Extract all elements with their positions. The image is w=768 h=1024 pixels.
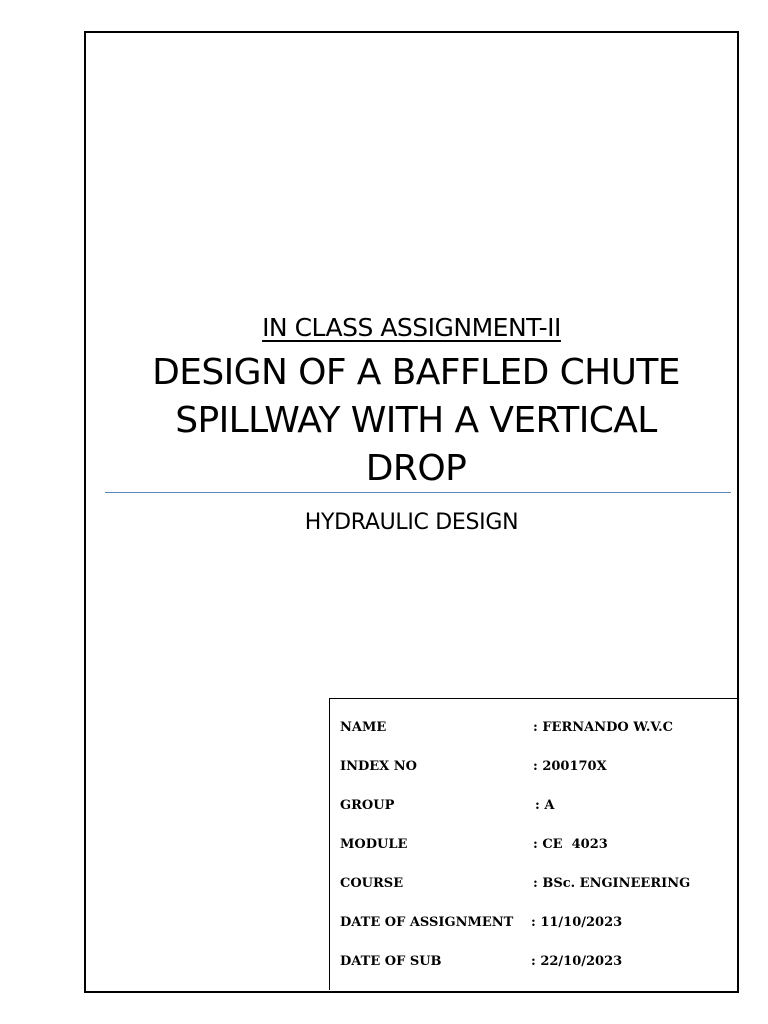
title-divider <box>105 492 731 493</box>
title-line-3: DROP <box>365 448 467 489</box>
info-value: : CE 4023 <box>533 837 608 852</box>
info-label: DATE OF ASSIGNMENT <box>340 915 514 930</box>
info-label: INDEX NO <box>340 759 417 774</box>
info-value: : 22/10/2023 <box>531 954 623 969</box>
info-value: : FERNANDO W.V.C <box>533 720 674 735</box>
info-value: : BSc. ENGINEERING <box>533 876 691 891</box>
title-line-1: DESIGN OF A BAFFLED CHUTE <box>152 352 680 393</box>
info-value: : 11/10/2023 <box>531 915 623 930</box>
info-label: COURSE <box>340 876 404 891</box>
info-label: GROUP <box>340 798 395 813</box>
title-line-2: SPILLWAY WITH A VERTICAL <box>175 400 657 441</box>
info-value: : 200170X <box>533 759 607 774</box>
info-label: NAME <box>340 720 387 735</box>
student-info-box <box>329 698 737 990</box>
info-value: : A <box>535 798 555 813</box>
info-label: DATE OF SUB <box>340 954 442 969</box>
assignment-subtitle: IN CLASS ASSIGNMENT-II <box>262 313 561 342</box>
info-label: MODULE <box>340 837 408 852</box>
document-title <box>96 349 736 493</box>
subject-heading: HYDRAULIC DESIGN <box>304 510 519 535</box>
